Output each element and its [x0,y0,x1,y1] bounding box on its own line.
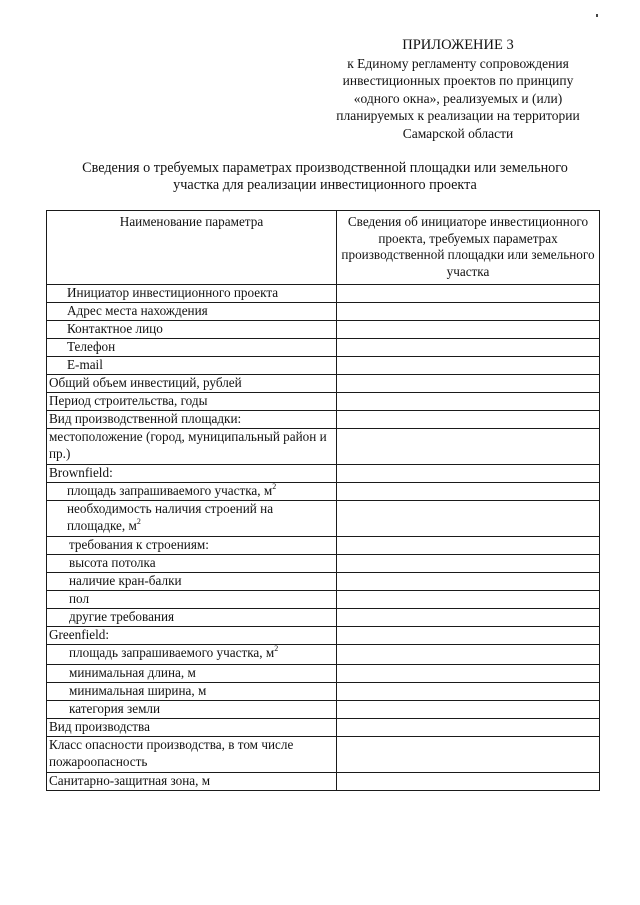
row-label: Вид производственной площадки: [47,411,337,429]
table-row [47,609,600,627]
heading-line: участка для реализации инвестиционного проекта [173,177,477,193]
row-value [337,773,600,791]
row-value [337,339,600,357]
row-value [337,555,600,573]
table-row [47,573,600,591]
row-label-text: площадь запрашиваемого участка, м [69,645,275,660]
row-label: E-mail [47,357,337,375]
document-heading [50,160,600,194]
scan-mark [596,14,598,17]
row-value [337,573,600,591]
table-row [47,483,600,501]
row-value [337,321,600,339]
table-row [47,303,600,321]
table-row [47,411,600,429]
appendix-block [310,37,606,143]
table-row [47,627,600,645]
appendix-line: инвестиционных проектов по принципу [342,73,574,89]
row-value [337,429,600,465]
row-value [337,483,600,501]
table-row [47,537,600,555]
row-label-text: площадь запрашиваемого участка, м [67,483,273,498]
table-row [47,429,600,465]
table-row [47,737,600,773]
row-value [337,393,600,411]
table-row [47,591,600,609]
row-label: Инициатор инвестиционного проекта [47,285,337,303]
row-label: Телефон [47,339,337,357]
row-label: категория земли [47,701,337,719]
row-label [47,483,337,501]
row-value [337,645,600,665]
row-label: Класс опасности производства, в том числе пожароопасность [47,737,337,773]
row-value [337,665,600,683]
appendix-line: Самарской области [402,125,514,141]
row-label [47,645,337,665]
row-label: минимальная длина, м [47,665,337,683]
superscript: 2 [272,482,277,491]
table-row [47,645,600,665]
row-label: наличие кран-балки [47,573,337,591]
table-row [47,701,600,719]
table-header-row [47,211,600,285]
row-label: Адрес места нахождения [47,303,337,321]
parameters-table [46,210,600,791]
row-label: Вид производства [47,719,337,737]
row-value [337,609,600,627]
row-value [337,701,600,719]
row-value [337,303,600,321]
row-label: Контактное лицо [47,321,337,339]
table-row [47,339,600,357]
row-label: минимальная ширина, м [47,683,337,701]
table-row [47,321,600,339]
table-row [47,683,600,701]
table-row [47,773,600,791]
appendix-line: планируемых к реализации на территории [336,108,580,124]
row-label: высота потолка [47,555,337,573]
row-label: местоположение (город, муниципальный район и пр.) [47,429,337,465]
row-value [337,627,600,645]
table-row [47,465,600,483]
row-value [337,537,600,555]
row-label: Greenfield: [47,627,337,645]
row-label [47,501,337,537]
row-label: Общий объем инвестиций, рублей [47,375,337,393]
row-value [337,719,600,737]
row-value [337,591,600,609]
row-value [337,285,600,303]
table-row [47,285,600,303]
row-value [337,737,600,773]
row-value [337,465,600,483]
header-param: Наименование параметра [47,211,337,285]
table-row [47,375,600,393]
header-info: Сведения об инициаторе инвестиционного проекта, требуемых параметрах производственной площадки или земельного участка [337,211,600,285]
table-row [47,393,600,411]
row-label: пол [47,591,337,609]
row-label: Период строительства, годы [47,393,337,411]
table-row [47,357,600,375]
table-row [47,719,600,737]
table-row [47,665,600,683]
row-label: Санитарно-защитная зона, м [47,773,337,791]
row-label: Brownfield: [47,465,337,483]
appendix-line: «одного окна», реализуемых и (или) [353,90,563,106]
row-value [337,683,600,701]
appendix-line: к Единому регламенту сопровождения [347,55,569,71]
appendix-title: ПРИЛОЖЕНИЕ 3 [402,37,514,53]
superscript: 2 [136,516,141,526]
row-label: другие требования [47,609,337,627]
table-row [47,501,600,537]
row-value [337,357,600,375]
heading-line: Сведения о требуемых параметрах производственной площадки или земельного [82,160,568,176]
row-label: требования к строениям: [47,537,337,555]
row-value [337,375,600,393]
superscript: 2 [274,644,279,653]
row-label-text: необходимость наличия строений на площадке, м [67,501,274,533]
row-value [337,411,600,429]
row-value [337,501,600,537]
table-row [47,555,600,573]
